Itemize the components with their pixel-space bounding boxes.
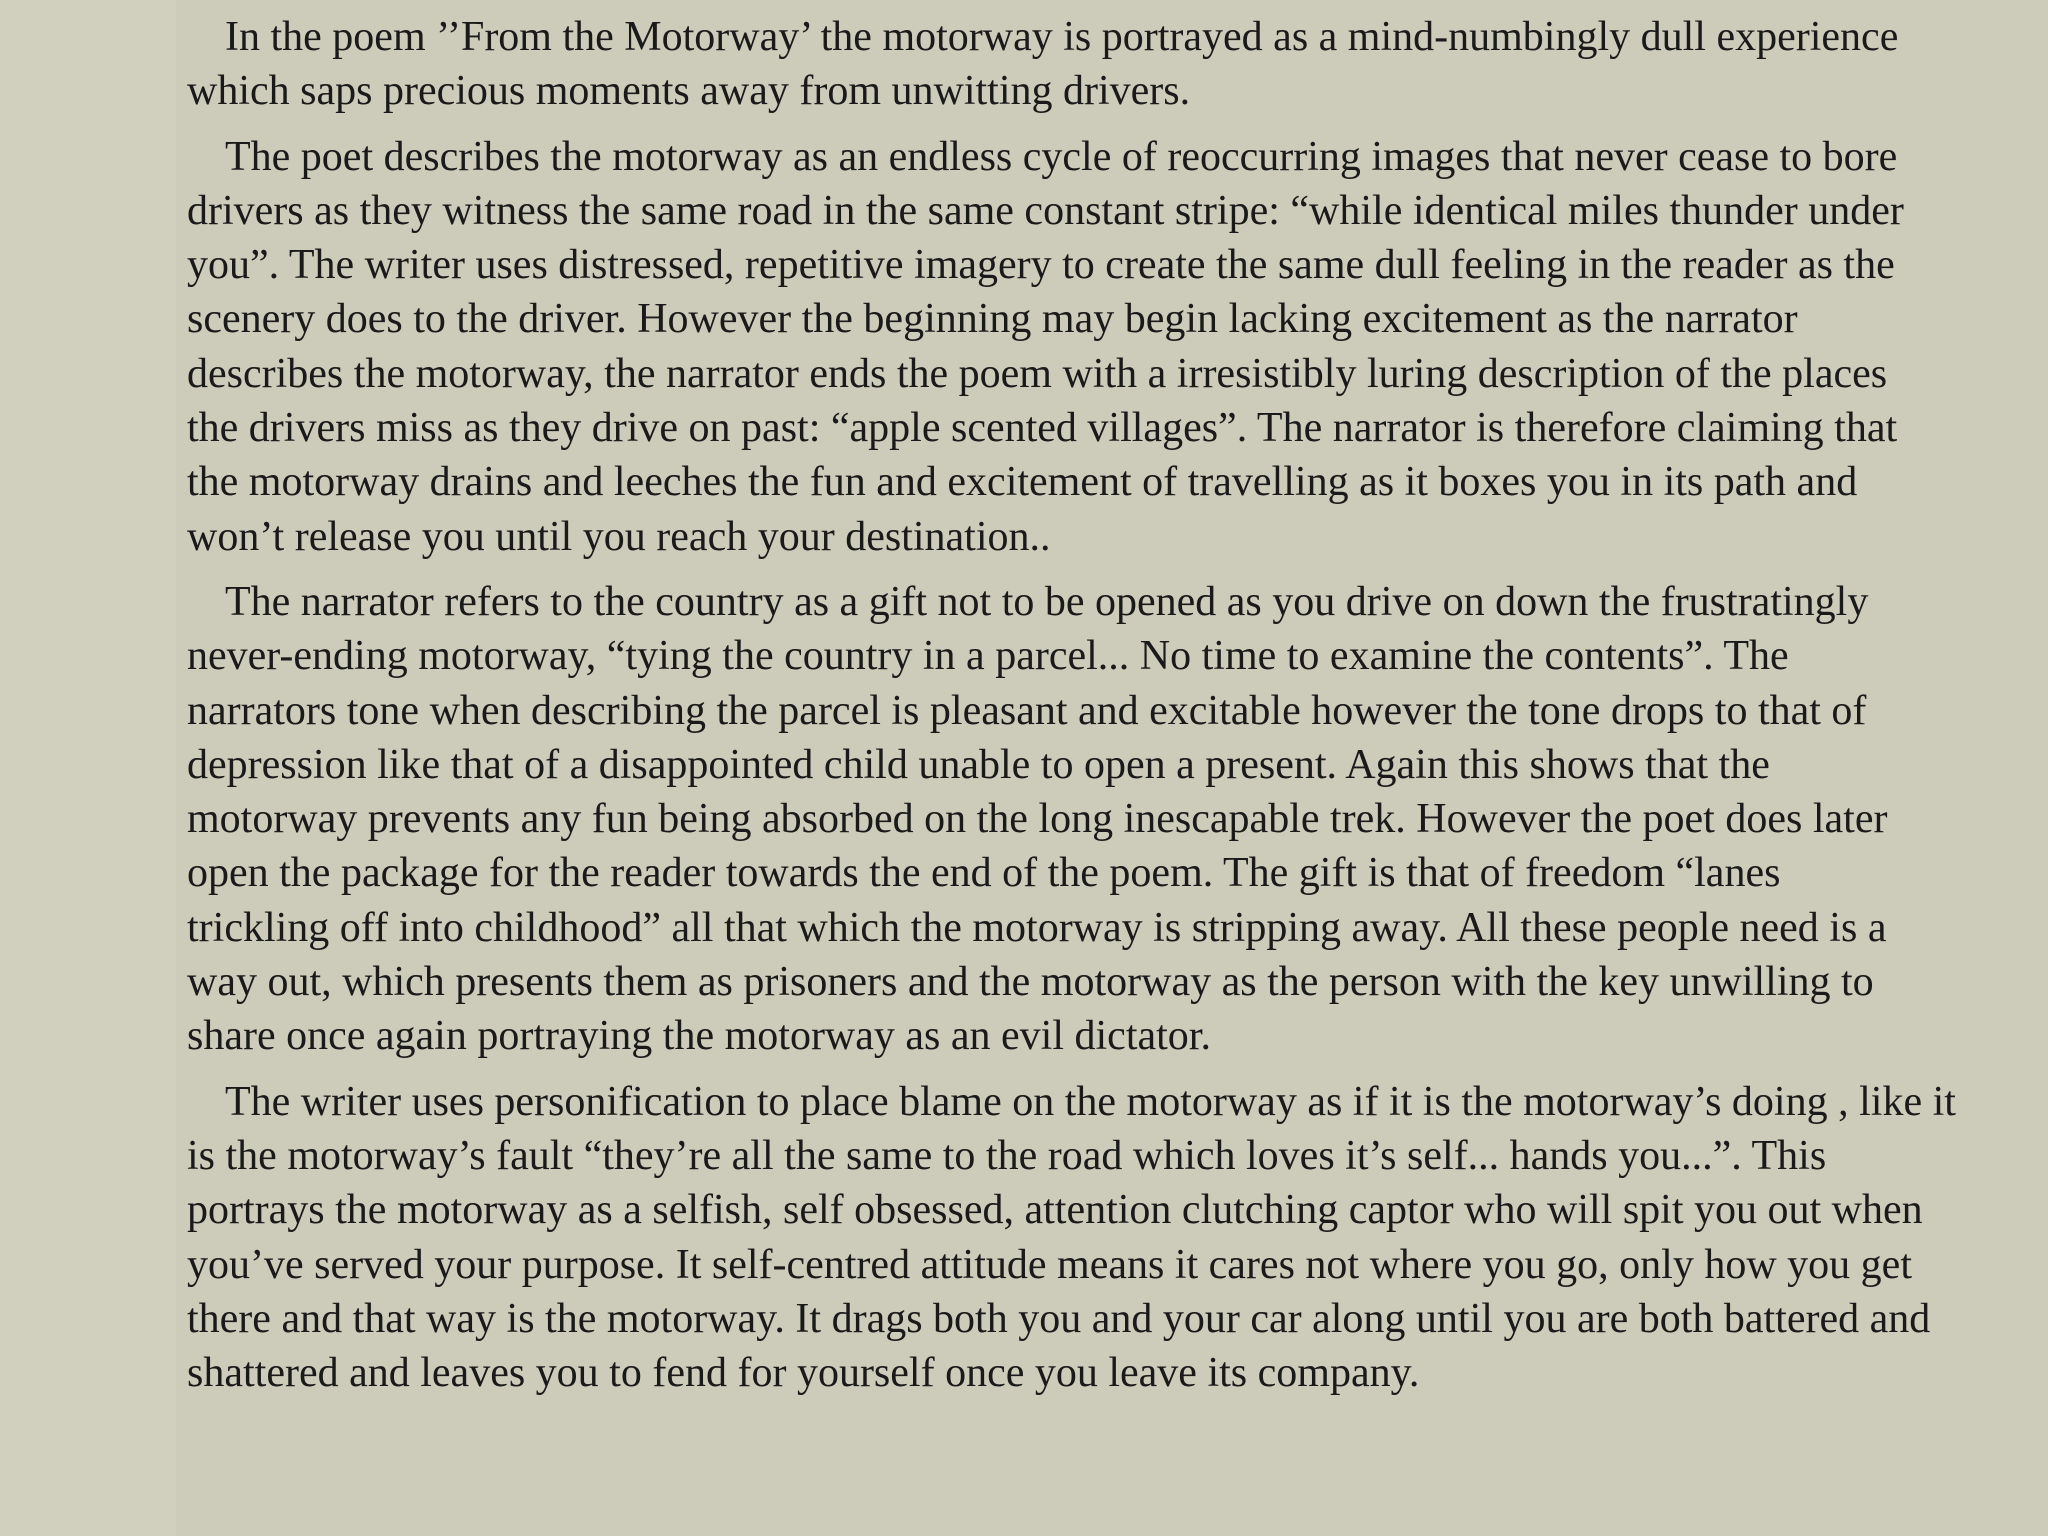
text-line: drivers as they witness the same road in the same constant stripe: “while identical miles thunder under	[187, 187, 1904, 234]
text-line: scenery does to the driver. However the beginning may begin lacking excitement as the narrator	[187, 296, 1798, 343]
text-line: there and that way is the motorway. It drags both you and your car along until you are both battered and	[187, 1295, 1931, 1342]
text-line: narrators tone when describing the parcel is pleasant and excitable however the tone drops to that of	[187, 687, 1867, 734]
text-line: shattered and leaves you to fend for yourself once you leave its company.	[187, 1350, 1420, 1397]
paragraph-4	[187, 1075, 2027, 1401]
text-line: way out, which presents them as prisoners and the motorway as the person with the key unwilling to	[187, 959, 1874, 1006]
text-line: portrays the motorway as a selfish, self obsessed, attention clutching captor who will spit you out when	[187, 1187, 1923, 1234]
paragraph-1	[187, 10, 2027, 119]
text-line: won’t release you until you reach your destination..	[187, 513, 1051, 560]
text-line: is the motorway’s fault “they’re all the same to the road which loves it’s self... hands you...”. This	[187, 1132, 1827, 1179]
text-line: depression like that of a disappointed child unable to open a present. Again this shows that the	[187, 741, 1770, 788]
paragraph-2	[187, 130, 2027, 564]
text-line: share once again portraying the motorway as an evil dictator.	[187, 1013, 1211, 1060]
text-line: The poet describes the motorway as an endless cycle of reoccurring images that never cease to bore	[225, 133, 1898, 180]
text-line: open the package for the reader towards the end of the poem. The gift is that of freedom “lanes	[187, 850, 1781, 897]
paragraph-3	[187, 575, 2027, 1064]
text-line: trickling off into childhood” all that which the motorway is stripping away. All these people need is a	[187, 904, 1887, 951]
text-line: you”. The writer uses distressed, repetitive imagery to create the same dull feeling in the reader as the	[187, 242, 1895, 289]
text-line: The narrator refers to the country as a gift not to be opened as you drive on down the frustratingly	[225, 578, 1869, 625]
text-line: the drivers miss as they drive on past: “apple scented villages”. The narrator is therefore claiming that	[187, 405, 1898, 452]
text-line: never-ending motorway, “tying the country in a parcel... No time to examine the contents”. The	[187, 633, 1789, 680]
text-line: you’ve served your purpose. It self-centred attitude means it cares not where you go, only how you get	[187, 1241, 1912, 1288]
text-line: the motorway drains and leeches the fun and excitement of travelling as it boxes you in its path and	[187, 459, 1858, 506]
text-line: In the poem ’’From the Motorway’ the motorway is portrayed as a mind-numbingly dull experience	[225, 14, 1899, 60]
text-line: motorway prevents any fun being absorbed on the long inescapable trek. However the poet does later	[187, 796, 1888, 843]
text-line: The writer uses personification to place blame on the motorway as if it is the motorway’s doing , like it	[225, 1078, 1956, 1125]
essay-body	[187, 10, 2027, 1411]
text-line: which saps precious moments away from unwitting drivers.	[187, 68, 1191, 115]
text-line: describes the motorway, the narrator ends the poem with a irresistibly luring description of the places	[187, 350, 1888, 397]
page-margin	[0, 0, 176, 1536]
